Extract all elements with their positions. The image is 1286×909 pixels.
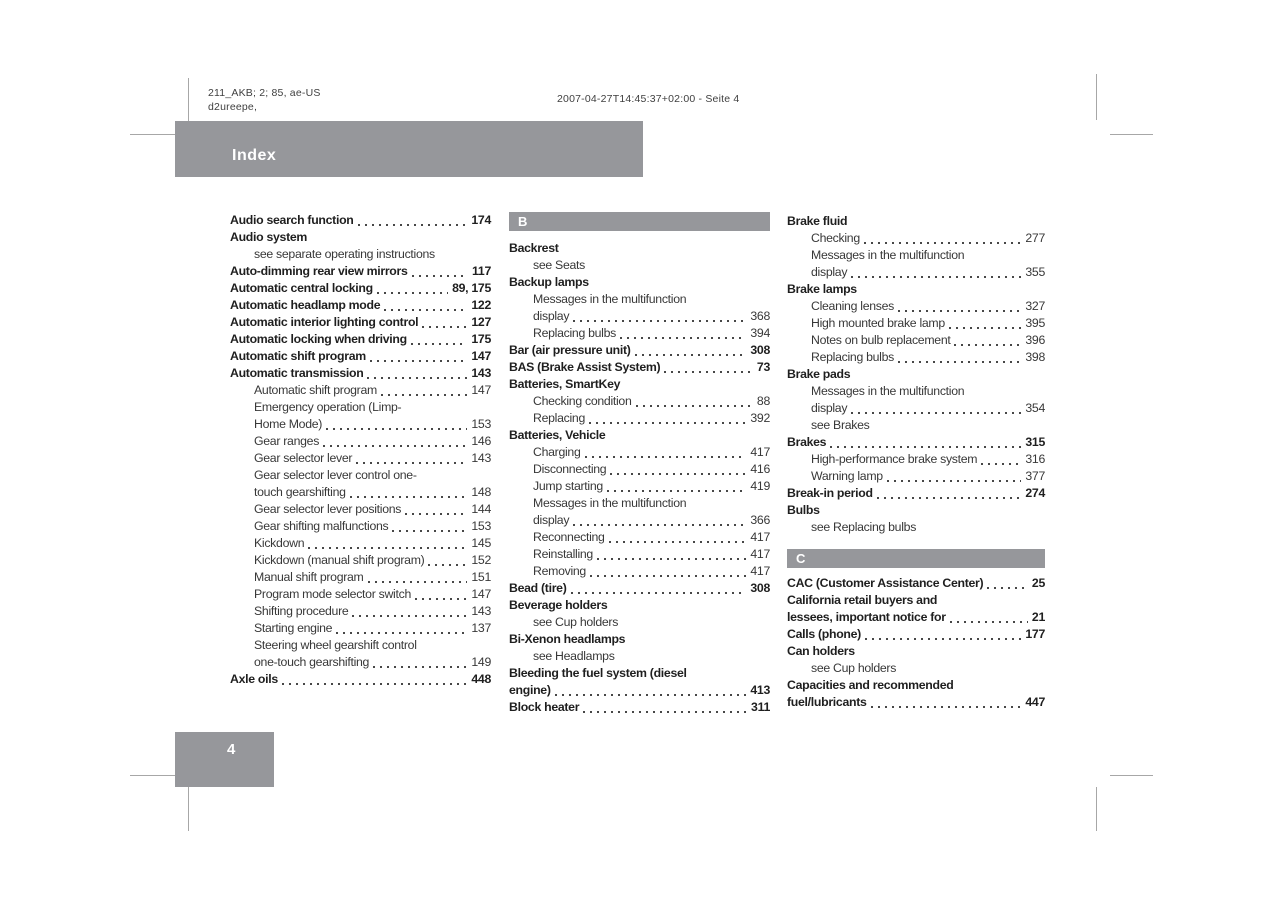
page-number: 4 [227,741,236,758]
index-entry [509,342,770,359]
index-entry [509,325,770,342]
entry-text: High mounted brake lamp [811,316,945,330]
index-entry [787,247,1045,264]
page-ref: 354 [1025,401,1045,415]
index-entry [787,451,1045,468]
dot-leader [607,490,746,492]
index-entry [509,631,770,648]
index-entry [509,495,770,512]
dot-leader [851,276,1021,278]
index-entry [230,331,491,348]
entry-text: Automatic central locking [230,281,373,295]
entry-text: Axle oils [230,672,278,686]
page-ref: 127 [471,315,491,329]
index-entry [787,349,1045,366]
index-entry [230,280,491,297]
entry-text: Bulbs [787,503,820,517]
dot-leader [635,354,747,356]
entry-text: Charging [533,445,581,459]
index-entry [230,654,491,671]
index-entry [787,213,1045,230]
dot-leader [949,327,1021,329]
entry-text: see Replacing bulbs [811,520,917,534]
dot-leader [830,446,1021,448]
entry-text: Starting engine [254,621,333,635]
index-entry [230,518,491,535]
index-entry [509,274,770,291]
page-title: Index [232,147,277,164]
entry-text: Brake fluid [787,214,848,228]
entry-text: Block heater [509,700,580,714]
dot-leader [326,428,467,430]
index-entry [230,484,491,501]
page-ref: 143 [471,366,491,380]
index-entry [230,365,491,382]
index-entry [787,383,1045,400]
entry-text: CAC (Customer Assistance Center) [787,576,984,590]
index-entry [509,563,770,580]
entry-text: Program mode selector switch [254,587,411,601]
index-entry [230,671,491,688]
page-ref: 419 [750,479,770,493]
index-entry [509,580,770,597]
entry-text: Can holders [787,644,855,658]
index-entry [787,626,1045,643]
dot-leader [664,371,753,373]
crop-mark [188,787,189,831]
entry-text: Auto-dimming rear view mirrors [230,264,408,278]
entry-text: Shifting procedure [254,604,349,618]
dot-leader [571,592,747,594]
index-entry [509,359,770,376]
dot-leader [636,405,753,407]
entry-text: Messages in the multifunction [533,292,687,306]
index-entry [787,264,1045,281]
index-entry [230,246,491,263]
crop-mark [1096,787,1097,831]
entry-text: Batteries, Vehicle [509,428,606,442]
page-ref: 368 [750,309,770,323]
page-ref: 137 [471,621,491,635]
dot-leader [405,513,467,515]
page-ref: 146 [471,434,491,448]
index-entry [230,637,491,654]
dot-leader [851,412,1021,414]
entry-text: Messages in the multifunction [811,384,965,398]
page-ref: 153 [471,519,491,533]
index-entry [509,291,770,308]
entry-text: see Cup holders [811,661,897,675]
entry-text: Steering wheel gearshift control [254,638,417,652]
page-ref: 149 [471,655,491,669]
index-title-bar [175,121,643,177]
entry-text: Replacing [533,411,585,425]
index-entry [787,592,1045,609]
index-entry [509,410,770,427]
page-ref: 151 [471,570,491,584]
index-entry [787,315,1045,332]
dot-leader [377,292,448,294]
page-ref: 396 [1025,333,1045,347]
dot-leader [411,343,468,345]
index-entry [509,376,770,393]
entry-text: display [811,401,848,415]
index-entry [787,519,1045,536]
dot-leader [368,581,468,583]
page-ref: 152 [471,553,491,567]
index-entry [787,417,1045,434]
dot-leader [610,473,746,475]
index-entry [509,240,770,257]
page-ref: 413 [750,683,770,697]
entry-text: Bar (air pressure unit) [509,343,631,357]
entry-text: High-performance brake system [811,452,978,466]
index-entry [509,308,770,325]
dot-leader [356,462,467,464]
entry-text: Gear selector lever positions [254,502,402,516]
index-column-1 [230,212,491,688]
page-ref: 311 [751,700,770,714]
dot-leader [954,344,1021,346]
page-ref: 117 [472,264,491,278]
dot-leader [585,456,747,458]
page-ref: 274 [1025,486,1045,500]
section-letter: C [796,551,806,566]
print-meta-left [208,86,321,114]
index-entry [787,575,1045,592]
page-ref: 89, 175 [452,281,491,295]
entry-text: Beverage holders [509,598,608,612]
index-entry [787,694,1045,711]
dot-leader [415,598,467,600]
entry-text: see Headlamps [533,649,615,663]
entry-text: see separate operating instructions [254,247,435,261]
index-entry [509,444,770,461]
entry-text: Checking condition [533,394,632,408]
entry-text: Backrest [509,241,559,255]
page-ref: 392 [750,411,770,425]
dot-leader [573,524,746,526]
index-entry [509,393,770,410]
dot-leader [865,638,1021,640]
page-ref: 143 [471,604,491,618]
index-entry [509,529,770,546]
dot-leader [864,242,1022,244]
index-entry [787,332,1045,349]
dot-leader [373,666,467,668]
entry-text: Notes on bulb replacement [811,333,951,347]
entry-text: Checking [811,231,860,245]
page-ref: 88 [756,394,770,408]
entry-text: Brakes [787,435,827,449]
index-entry [509,512,770,529]
index-entry [230,535,491,552]
index-entry [787,660,1045,677]
page-ref: 308 [750,581,770,595]
print-meta-timestamp: 2007-04-27T14:45:37+02:00 - Seite 4 [557,93,740,105]
page-ref: 355 [1025,265,1045,279]
entry-text: California retail buyers and [787,593,938,607]
entry-text: Bi-Xenon headlamps [509,632,626,646]
entry-text: Reconnecting [533,530,605,544]
page-ref: 417 [750,564,770,578]
entry-text: Emergency operation (Limp- [254,400,402,414]
page-ref: 73 [756,360,770,374]
index-entry [230,263,491,280]
dot-leader [987,587,1028,589]
index-entry [230,450,491,467]
page-ref: 447 [1025,695,1045,709]
crop-mark [130,775,175,776]
index-entry [509,427,770,444]
index-entry [230,569,491,586]
entry-text: Gear selector lever control one- [254,468,417,482]
entry-text: Warning lamp [811,469,883,483]
index-entry [230,433,491,450]
page-ref: 417 [750,547,770,561]
page-ref: 174 [471,213,491,227]
print-meta-line1: 211_AKB; 2; 85, ae-US [208,87,321,99]
entry-text: Kickdown (manual shift program) [254,553,425,567]
dot-leader [898,310,1021,312]
entry-text: Disconnecting [533,462,607,476]
entry-text: Batteries, SmartKey [509,377,621,391]
entry-text: Backup lamps [509,275,589,289]
page-ref: 315 [1025,435,1045,449]
entry-text: Home Mode) [254,417,323,431]
dot-leader [384,309,467,311]
index-entry [787,434,1045,451]
index-entry [230,399,491,416]
page-ref: 377 [1025,469,1045,483]
index-entry [509,546,770,563]
entry-text: Automatic locking when driving [230,332,407,346]
page-ref: 25 [1031,576,1045,590]
index-entry [509,648,770,665]
page-ref: 417 [750,445,770,459]
page-ref: 417 [750,530,770,544]
entry-text: Gear ranges [254,434,320,448]
entry-text: one-touch gearshifting [254,655,370,669]
index-entry [230,382,491,399]
dot-leader [597,558,746,560]
index-entry [230,348,491,365]
index-entry [230,501,491,518]
index-entry [230,467,491,484]
entry-text: Bleeding the fuel system (diesel [509,666,687,680]
index-entry [787,400,1045,417]
index-entry [787,468,1045,485]
entry-text: Replacing bulbs [533,326,617,340]
dot-leader [620,337,746,339]
page-ref: 416 [750,462,770,476]
entry-text: fuel/lubricants [787,695,867,709]
entry-text: engine) [509,683,551,697]
entry-text: Automatic interior lighting control [230,315,419,329]
index-entry [509,699,770,716]
index-entry [230,229,491,246]
page-ref: 308 [750,343,770,357]
section-header-c [787,549,1045,568]
entry-text: Reinstalling [533,547,593,561]
index-entry [509,665,770,682]
entry-text: Break-in period [787,486,873,500]
index-entry [230,603,491,620]
page-ref: 395 [1025,316,1045,330]
page-ref: 177 [1025,627,1045,641]
dot-leader [282,683,468,685]
index-entry [230,297,491,314]
entry-text: Brake pads [787,367,851,381]
entry-text: display [811,265,848,279]
entry-text: lessees, important notice for [787,610,946,624]
index-entry [787,366,1045,383]
dot-leader [887,480,1022,482]
crop-mark [1096,74,1097,120]
page-ref: 148 [471,485,491,499]
page-ref: 143 [471,451,491,465]
page-number-badge [175,732,274,787]
page-ref: 144 [471,502,491,516]
index-entry [230,314,491,331]
index-entry [787,230,1045,247]
dot-leader [555,694,747,696]
page-ref: 277 [1025,231,1045,245]
page-ref: 394 [750,326,770,340]
page-ref: 398 [1025,350,1045,364]
entry-text: Kickdown [254,536,305,550]
entry-text: Messages in the multifunction [533,496,687,510]
entry-text: Automatic headlamp mode [230,298,381,312]
dot-leader [350,496,468,498]
dot-leader [898,361,1021,363]
index-entry [787,643,1045,660]
dot-leader [573,320,746,322]
index-entry [787,502,1045,519]
dot-leader [589,422,746,424]
index-column-2 [509,212,770,716]
index-entry [230,212,491,229]
index-entry [787,609,1045,626]
dot-leader [950,621,1028,623]
entry-text: Removing [533,564,586,578]
entry-text: see Cup holders [533,615,619,629]
page-ref: 122 [471,298,491,312]
entry-text: Jump starting [533,479,603,493]
crop-mark [1110,134,1153,135]
page-ref: 21 [1031,610,1045,624]
page-ref: 327 [1025,299,1045,313]
dot-leader [981,463,1021,465]
dot-leader [381,394,467,396]
index-entry [787,298,1045,315]
entry-text: see Seats [533,258,585,272]
entry-text: Audio search function [230,213,354,227]
index-entry [787,281,1045,298]
page-ref: 175 [471,332,491,346]
page-ref: 366 [750,513,770,527]
entry-text: Messages in the multifunction [811,248,965,262]
entry-text: Automatic shift program [230,349,366,363]
dot-leader [370,360,467,362]
section-letter: B [518,214,528,229]
index-entry [509,478,770,495]
dot-leader [590,575,746,577]
entry-text: Replacing bulbs [811,350,895,364]
index-column-3 [787,213,1045,711]
dot-leader [358,224,468,226]
index-entry [509,257,770,274]
dot-leader [323,445,467,447]
dot-leader [412,275,469,277]
entry-text: Manual shift program [254,570,364,584]
entry-text: Capacities and recommended [787,678,954,692]
print-meta-line2: d2ureepe, [208,101,258,113]
dot-leader [352,615,467,617]
entry-text: Gear selector lever [254,451,353,465]
page-ref: 145 [471,536,491,550]
entry-text: Cleaning lenses [811,299,895,313]
page-ref: 147 [471,349,491,363]
page-ref: 316 [1025,452,1045,466]
dot-leader [336,632,467,634]
entry-text: see Brakes [811,418,870,432]
page-ref: 153 [471,417,491,431]
entry-text: BAS (Brake Assist System) [509,360,661,374]
entry-text: Calls (phone) [787,627,861,641]
entry-text: Automatic shift program [254,383,377,397]
crop-mark [188,78,189,122]
entry-text: Automatic transmission [230,366,364,380]
index-entry [509,597,770,614]
index-entry [230,620,491,637]
entry-text: touch gearshifting [254,485,346,499]
entry-text: display [533,309,570,323]
index-entry [509,682,770,699]
index-entry [230,416,491,433]
dot-leader [308,547,467,549]
dot-leader [367,377,467,379]
dot-leader [609,541,747,543]
entry-text: Brake lamps [787,282,857,296]
entry-text: Audio system [230,230,308,244]
page-ref: 147 [471,383,491,397]
dot-leader [583,711,747,713]
index-entry [230,586,491,603]
dot-leader [428,564,467,566]
section-header-b [509,212,770,231]
entry-text: Gear shifting malfunctions [254,519,389,533]
entry-text: Bead (tire) [509,581,567,595]
index-entry [509,614,770,631]
index-entry [509,461,770,478]
index-entry [787,677,1045,694]
page-ref: 448 [471,672,491,686]
index-entry [787,485,1045,502]
index-entry [230,552,491,569]
dot-leader [877,497,1022,499]
page-ref: 147 [471,587,491,601]
dot-leader [422,326,467,328]
dot-leader [392,530,467,532]
crop-mark [130,134,176,135]
entry-text: display [533,513,570,527]
crop-mark [1110,775,1153,776]
dot-leader [871,706,1022,708]
